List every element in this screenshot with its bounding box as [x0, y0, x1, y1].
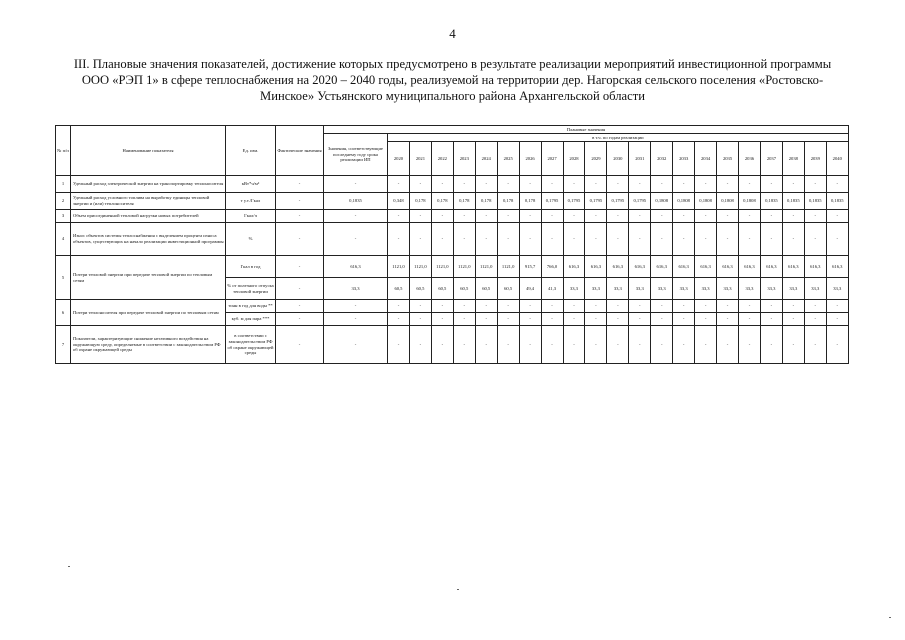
- row-value: -: [519, 326, 541, 364]
- row-value: 1121,0: [475, 256, 497, 278]
- table-row: [56, 300, 849, 313]
- row-value: -: [673, 300, 695, 313]
- row-value: 0,178: [453, 193, 475, 210]
- row-value: -: [497, 210, 519, 223]
- row-value: -: [388, 313, 410, 326]
- row-value: -: [453, 300, 475, 313]
- row-value: 33,3: [826, 278, 848, 300]
- row-value: 616,3: [673, 256, 695, 278]
- row-actual: -: [276, 210, 324, 223]
- row-value: -: [673, 223, 695, 256]
- row-value: -: [585, 223, 607, 256]
- header-year: 2027: [541, 142, 563, 176]
- row-value: -: [563, 326, 585, 364]
- row-value: -: [409, 176, 431, 193]
- row-num: 4: [56, 223, 71, 256]
- row-value: 0,1808: [673, 193, 695, 210]
- row-value: -: [804, 326, 826, 364]
- row-value: 915,7: [519, 256, 541, 278]
- row-value: -: [388, 326, 410, 364]
- row-actual: -: [276, 256, 324, 278]
- header-year: 2040: [826, 142, 848, 176]
- header-year: 2028: [563, 142, 585, 176]
- row-value: -: [409, 223, 431, 256]
- row-last-year-value: -: [324, 176, 388, 193]
- row-value: 0,1795: [563, 193, 585, 210]
- row-value: -: [760, 176, 782, 193]
- row-value: -: [695, 210, 717, 223]
- row-value: -: [782, 326, 804, 364]
- row-value: 33,3: [563, 278, 585, 300]
- row-value: -: [717, 300, 739, 313]
- row-value: 33,3: [739, 278, 761, 300]
- row-value: 616,3: [739, 256, 761, 278]
- row-value: 0,178: [475, 193, 497, 210]
- row-value: -: [607, 313, 629, 326]
- row-value: -: [607, 176, 629, 193]
- row-value: -: [651, 313, 673, 326]
- row-value: 60,5: [453, 278, 475, 300]
- row-unit: куб. м для пара ***: [226, 313, 276, 326]
- row-value: -: [629, 313, 651, 326]
- row-unit: кВт*ч/м³: [226, 176, 276, 193]
- row-actual: -: [276, 193, 324, 210]
- row-value: -: [519, 210, 541, 223]
- header-year: 2025: [497, 142, 519, 176]
- row-value: -: [563, 223, 585, 256]
- row-value: -: [673, 210, 695, 223]
- row-value: -: [739, 210, 761, 223]
- row-unit: т у.т./Гкал: [226, 193, 276, 210]
- row-value: -: [453, 313, 475, 326]
- row-value: -: [782, 300, 804, 313]
- header-invest-end: Значения, соответствующие последнему году срока реализации ИП: [324, 134, 388, 176]
- row-value: -: [541, 313, 563, 326]
- row-value: -: [629, 326, 651, 364]
- row-value: -: [826, 313, 848, 326]
- table-row: [56, 223, 849, 256]
- row-value: -: [804, 313, 826, 326]
- row-value: 616,3: [717, 256, 739, 278]
- row-unit: в соответствии с законодательством РФ об охране окружающей среды: [226, 326, 276, 364]
- row-value: -: [388, 223, 410, 256]
- row-last-year-value: -: [324, 326, 388, 364]
- row-value: 0,1808: [739, 193, 761, 210]
- row-name: Показатели, характеризующие снижение негативного воздействия на окружающую среду, определяемые в соответствии с законодательством РФ об охране окружающей среды: [71, 326, 226, 364]
- row-value: -: [409, 300, 431, 313]
- row-value: -: [673, 313, 695, 326]
- row-value: -: [739, 300, 761, 313]
- row-value: -: [826, 176, 848, 193]
- row-value: -: [651, 326, 673, 364]
- row-value: -: [717, 313, 739, 326]
- row-value: -: [475, 210, 497, 223]
- row-value: -: [409, 313, 431, 326]
- header-year: 2036: [739, 142, 761, 176]
- row-value: -: [453, 223, 475, 256]
- row-value: -: [541, 176, 563, 193]
- row-value: 616,3: [585, 256, 607, 278]
- row-value: -: [739, 223, 761, 256]
- row-value: -: [519, 223, 541, 256]
- row-value: 616,3: [695, 256, 717, 278]
- row-value: -: [563, 210, 585, 223]
- row-value: 33,3: [804, 278, 826, 300]
- row-value: -: [431, 176, 453, 193]
- row-value: -: [519, 176, 541, 193]
- row-value: -: [431, 223, 453, 256]
- row-unit: %: [226, 223, 276, 256]
- header-unit: Ед. изм.: [226, 126, 276, 176]
- row-value: 616,3: [804, 256, 826, 278]
- row-value: -: [607, 326, 629, 364]
- row-value: -: [585, 176, 607, 193]
- page-title: III. Плановые значения показателей, достижение которых предусмотрено в результате реализации мероприятий инвестиционной программы ООО «РЭП 1» в сфере теплоснабжения на 2020 – 2040 годы, реализуемой на территории дер. Нагорская сельского поселения «Ростовско-Минское» Устьянского муниципального района Архангельской области: [73, 57, 832, 103]
- row-value: 0,1835: [760, 193, 782, 210]
- row-value: -: [607, 210, 629, 223]
- row-value: -: [760, 223, 782, 256]
- row-value: 616,3: [826, 256, 848, 278]
- row-value: -: [541, 210, 563, 223]
- row-value: 49,4: [519, 278, 541, 300]
- row-value: 33,3: [607, 278, 629, 300]
- header-year: 2037: [760, 142, 782, 176]
- row-value: 33,3: [695, 278, 717, 300]
- row-value: -: [388, 300, 410, 313]
- row-value: -: [651, 176, 673, 193]
- row-value: 33,3: [673, 278, 695, 300]
- row-name: Потери теплоносителя при передаче тепловой энергии по тепловым сетям: [71, 300, 226, 326]
- row-value: -: [475, 313, 497, 326]
- header-year: 2032: [651, 142, 673, 176]
- row-value: -: [826, 300, 848, 313]
- row-value: 766,0: [541, 256, 563, 278]
- row-last-year-value: 33,3: [324, 278, 388, 300]
- table-row: [56, 176, 849, 193]
- row-value: 616,3: [651, 256, 673, 278]
- header-year: 2026: [519, 142, 541, 176]
- row-value: 0,1795: [629, 193, 651, 210]
- row-value: -: [760, 313, 782, 326]
- row-value: 60,5: [497, 278, 519, 300]
- header-year: 2039: [804, 142, 826, 176]
- row-value: 33,3: [760, 278, 782, 300]
- row-num: 1: [56, 176, 71, 193]
- row-num: 5: [56, 256, 71, 300]
- row-value: -: [388, 210, 410, 223]
- row-value: -: [431, 300, 453, 313]
- row-value: -: [541, 326, 563, 364]
- header-year: 2030: [607, 142, 629, 176]
- page-number: 4: [449, 26, 456, 41]
- row-value: 616,3: [563, 256, 585, 278]
- row-name: Потери тепловой энергии при передаче тепловой энергии по тепловым сетям: [71, 256, 226, 300]
- header-year: 2038: [782, 142, 804, 176]
- header-year: 2031: [629, 142, 651, 176]
- row-value: 60,5: [475, 278, 497, 300]
- row-last-year-value: 616,3: [324, 256, 388, 278]
- row-value: -: [739, 313, 761, 326]
- row-value: -: [651, 223, 673, 256]
- header-year: 2033: [673, 142, 695, 176]
- row-value: 33,3: [717, 278, 739, 300]
- row-actual: -: [276, 278, 324, 300]
- row-value: 60,5: [388, 278, 410, 300]
- row-value: -: [409, 210, 431, 223]
- row-value: -: [409, 326, 431, 364]
- row-value: -: [695, 326, 717, 364]
- table-row: [56, 256, 849, 278]
- row-value: -: [826, 223, 848, 256]
- row-num: 3: [56, 210, 71, 223]
- row-value: -: [431, 326, 453, 364]
- row-value: 0,178: [431, 193, 453, 210]
- row-name: Удельный расход электрической энергии на транспортировку теплоносителя: [71, 176, 226, 193]
- row-value: -: [475, 326, 497, 364]
- row-value: -: [453, 176, 475, 193]
- row-value: -: [497, 313, 519, 326]
- table-row: [56, 326, 849, 364]
- row-actual: -: [276, 313, 324, 326]
- row-value: 0,348: [388, 193, 410, 210]
- row-value: 0,1795: [541, 193, 563, 210]
- row-value: 0,1795: [585, 193, 607, 210]
- row-num: 7: [56, 326, 71, 364]
- row-last-year-value: 0,1835: [324, 193, 388, 210]
- row-value: -: [563, 176, 585, 193]
- row-value: 0,1808: [651, 193, 673, 210]
- row-value: -: [717, 223, 739, 256]
- indicators-table: [55, 125, 849, 364]
- row-last-year-value: -: [324, 223, 388, 256]
- row-value: 616,3: [629, 256, 651, 278]
- row-value: -: [629, 300, 651, 313]
- row-value: -: [475, 300, 497, 313]
- row-value: 33,3: [782, 278, 804, 300]
- row-unit: Гкал в год: [226, 256, 276, 278]
- row-name: Износ объектов системы теплоснабжения с выделением процента износа объектов, существующих на начало реализации инвестиционной программы: [71, 223, 226, 256]
- row-value: -: [497, 300, 519, 313]
- row-value: -: [541, 223, 563, 256]
- row-value: -: [760, 326, 782, 364]
- header-year: 2020: [388, 142, 410, 176]
- row-value: -: [497, 176, 519, 193]
- row-value: -: [453, 326, 475, 364]
- row-value: -: [519, 313, 541, 326]
- row-value: -: [585, 210, 607, 223]
- row-value: 33,3: [651, 278, 673, 300]
- row-value: 0,1808: [695, 193, 717, 210]
- row-value: -: [431, 210, 453, 223]
- row-name: Объем присоединенной тепловой нагрузки новых потребителей: [71, 210, 226, 223]
- row-value: 616,3: [782, 256, 804, 278]
- header-year: 2021: [409, 142, 431, 176]
- row-value: -: [739, 326, 761, 364]
- row-unit: тонн в год для воды **: [226, 300, 276, 313]
- row-value: -: [695, 313, 717, 326]
- row-value: 0,1795: [607, 193, 629, 210]
- row-unit: % от полезного отпуска тепловой энергии: [226, 278, 276, 300]
- row-value: -: [497, 223, 519, 256]
- row-value: 0,1808: [717, 193, 739, 210]
- row-value: 1121,0: [388, 256, 410, 278]
- row-value: -: [431, 313, 453, 326]
- row-value: -: [717, 326, 739, 364]
- header-year: 2029: [585, 142, 607, 176]
- row-value: -: [388, 176, 410, 193]
- row-value: -: [563, 300, 585, 313]
- row-value: 0,1835: [826, 193, 848, 210]
- row-value: -: [563, 313, 585, 326]
- row-value: 60,5: [409, 278, 431, 300]
- row-value: -: [804, 223, 826, 256]
- header-by-year: в т.ч. по годам реализации: [388, 134, 849, 142]
- header-year: 2034: [695, 142, 717, 176]
- row-value: 616,3: [760, 256, 782, 278]
- header-year: 2023: [453, 142, 475, 176]
- row-value: -: [475, 176, 497, 193]
- row-value: -: [585, 300, 607, 313]
- row-unit: Гкал/ч: [226, 210, 276, 223]
- row-value: -: [519, 300, 541, 313]
- row-value: -: [782, 313, 804, 326]
- row-actual: -: [276, 223, 324, 256]
- row-value: 1121,0: [431, 256, 453, 278]
- row-num: 2: [56, 193, 71, 210]
- header-actual: Фактические значения: [276, 126, 324, 176]
- row-value: -: [651, 210, 673, 223]
- row-value: -: [695, 176, 717, 193]
- row-actual: -: [276, 176, 324, 193]
- row-value: -: [782, 176, 804, 193]
- row-last-year-value: -: [324, 210, 388, 223]
- header-name: Наименование показателя: [71, 126, 226, 176]
- row-value: 0,178: [519, 193, 541, 210]
- row-value: -: [607, 223, 629, 256]
- row-value: -: [782, 223, 804, 256]
- row-value: 1121,0: [453, 256, 475, 278]
- row-last-year-value: -: [324, 313, 388, 326]
- row-value: -: [453, 210, 475, 223]
- row-value: -: [804, 210, 826, 223]
- row-value: -: [629, 223, 651, 256]
- row-value: -: [629, 210, 651, 223]
- row-value: -: [760, 210, 782, 223]
- row-value: -: [541, 300, 563, 313]
- row-actual: -: [276, 326, 324, 364]
- row-actual: -: [276, 300, 324, 313]
- header-year: 2024: [475, 142, 497, 176]
- row-value: 616,3: [607, 256, 629, 278]
- table-row: [56, 193, 849, 210]
- row-value: -: [475, 223, 497, 256]
- row-value: -: [673, 326, 695, 364]
- row-value: 33,3: [585, 278, 607, 300]
- row-value: 0,178: [409, 193, 431, 210]
- row-value: 0,1835: [804, 193, 826, 210]
- row-value: -: [651, 300, 673, 313]
- row-value: 1121,0: [497, 256, 519, 278]
- header-num: № п/п: [56, 126, 71, 176]
- header-year: 2035: [717, 142, 739, 176]
- row-value: -: [804, 300, 826, 313]
- row-value: -: [695, 300, 717, 313]
- row-value: -: [826, 326, 848, 364]
- row-name: Удельный расход условного топлива на выработку единицы тепловой энергии и (или) теплоносителя: [71, 193, 226, 210]
- row-value: 60,5: [431, 278, 453, 300]
- row-value: -: [782, 210, 804, 223]
- row-value: -: [607, 300, 629, 313]
- row-value: -: [717, 210, 739, 223]
- row-value: -: [585, 313, 607, 326]
- row-value: -: [826, 210, 848, 223]
- row-last-year-value: -: [324, 300, 388, 313]
- row-value: 41,3: [541, 278, 563, 300]
- row-value: -: [760, 300, 782, 313]
- row-value: 1121,0: [409, 256, 431, 278]
- row-value: -: [717, 176, 739, 193]
- row-value: 0,178: [497, 193, 519, 210]
- row-value: -: [739, 176, 761, 193]
- row-value: -: [585, 326, 607, 364]
- row-value: -: [629, 176, 651, 193]
- row-value: -: [695, 223, 717, 256]
- table-row: [56, 210, 849, 223]
- row-value: -: [673, 176, 695, 193]
- header-year: 2022: [431, 142, 453, 176]
- header-planned: Плановые значения: [324, 126, 849, 134]
- row-value: 0,1835: [782, 193, 804, 210]
- row-value: -: [804, 176, 826, 193]
- row-num: 6: [56, 300, 71, 326]
- row-value: -: [497, 326, 519, 364]
- row-value: 33,3: [629, 278, 651, 300]
